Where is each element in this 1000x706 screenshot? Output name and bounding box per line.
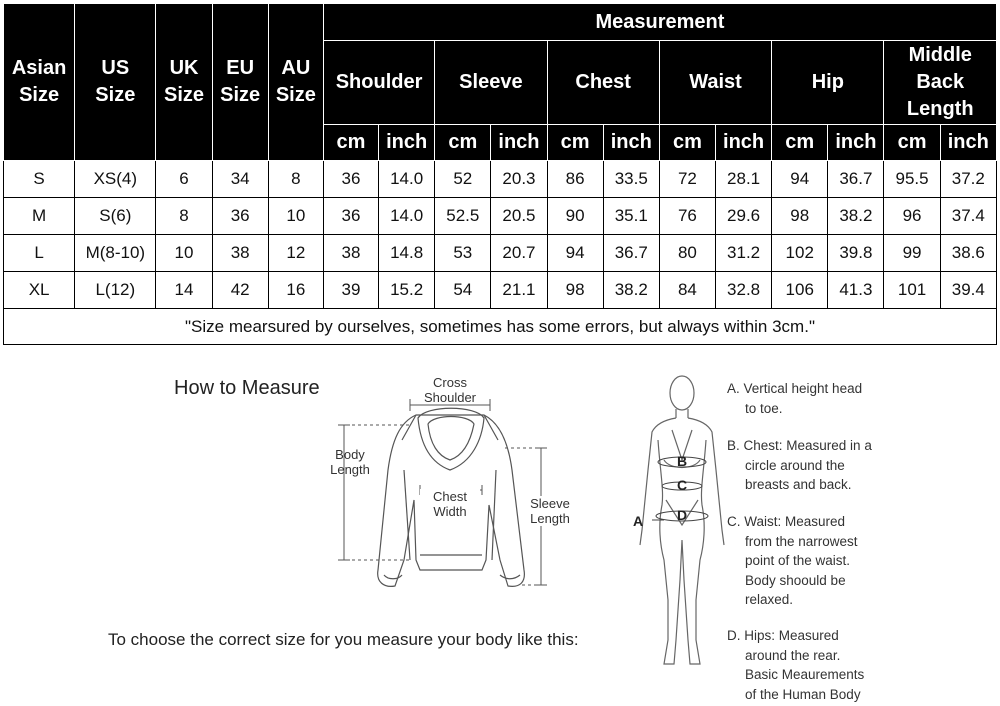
table-cell: 37.2: [940, 161, 996, 198]
header-asian-size: Asian Size: [4, 4, 75, 161]
table-cell: 14: [156, 272, 212, 309]
table-cell: 29.6: [716, 198, 772, 235]
table-cell: 54: [435, 272, 491, 309]
legend-b: B. Chest: Measured in a circle around the breasts and back.: [727, 438, 872, 492]
unit-inch: inch: [603, 125, 659, 161]
unit-cm: cm: [772, 125, 828, 161]
table-cell: 36.7: [828, 161, 884, 198]
table-cell: 36.7: [603, 235, 659, 272]
header-measurement: Measurement: [323, 4, 996, 41]
table-cell: 102: [772, 235, 828, 272]
table-cell: 20.7: [491, 235, 547, 272]
unit-cm: cm: [435, 125, 491, 161]
table-cell: 90: [547, 198, 603, 235]
table-cell: 96: [884, 198, 940, 235]
table-cell: 14.8: [379, 235, 435, 272]
table-cell: 36: [323, 161, 378, 198]
header-uk-size: UK Size: [156, 4, 212, 161]
table-cell: 101: [884, 272, 940, 309]
header-sleeve: Sleeve: [435, 41, 547, 125]
table-cell: 12: [268, 235, 323, 272]
table-cell: 42: [212, 272, 268, 309]
table-cell: 38: [212, 235, 268, 272]
header-chest: Chest: [547, 41, 659, 125]
table-cell: 99: [884, 235, 940, 272]
marker-d: D: [677, 507, 688, 523]
table-cell: 20.3: [491, 161, 547, 198]
marker-a: A: [633, 513, 644, 529]
table-cell: 14.0: [379, 198, 435, 235]
unit-cm: cm: [547, 125, 603, 161]
unit-inch: inch: [828, 125, 884, 161]
header-waist: Waist: [659, 41, 771, 125]
choose-size-instruction: To choose the correct size for you measure your body like this:: [108, 630, 579, 649]
table-cell: 98: [772, 198, 828, 235]
legend-c: C. Waist: Measured from the narrowest point of the waist. Body shoould be relaxed.: [727, 514, 858, 607]
table-cell: 86: [547, 161, 603, 198]
table-cell: 34: [212, 161, 268, 198]
table-cell: XL: [4, 272, 75, 309]
table-cell: 39.4: [940, 272, 996, 309]
table-cell: 38.2: [603, 272, 659, 309]
table-cell: 76: [659, 198, 715, 235]
unit-inch: inch: [491, 125, 547, 161]
table-cell: 80: [659, 235, 715, 272]
table-cell: 53: [435, 235, 491, 272]
table-cell: 95.5: [884, 161, 940, 198]
table-cell: 10: [268, 198, 323, 235]
table-cell: XS(4): [75, 161, 156, 198]
unit-cm: cm: [323, 125, 378, 161]
table-cell: 38: [323, 235, 378, 272]
unit-cm: cm: [884, 125, 940, 161]
table-cell: 21.1: [491, 272, 547, 309]
unit-cm: cm: [659, 125, 715, 161]
table-cell: M: [4, 198, 75, 235]
header-eu-size: EU Size: [212, 4, 268, 161]
table-cell: 32.8: [716, 272, 772, 309]
table-cell: 6: [156, 161, 212, 198]
table-cell: 16: [268, 272, 323, 309]
table-cell: 31.2: [716, 235, 772, 272]
unit-inch: inch: [716, 125, 772, 161]
unit-inch: inch: [379, 125, 435, 161]
table-cell: L(12): [75, 272, 156, 309]
table-cell: 72: [659, 161, 715, 198]
legend-a: A. Vertical height head to toe.: [727, 381, 863, 416]
header-shoulder: Shoulder: [323, 41, 434, 125]
size-note: "Size mearsured by ourselves, sometimes has some errors, but always within 3cm.": [4, 309, 997, 345]
table-cell: 33.5: [603, 161, 659, 198]
table-cell: 36: [323, 198, 378, 235]
table-cell: 106: [772, 272, 828, 309]
table-cell: 39: [323, 272, 378, 309]
table-cell: 35.1: [603, 198, 659, 235]
table-cell: 14.0: [379, 161, 435, 198]
table-cell: 8: [268, 161, 323, 198]
table-cell: 94: [772, 161, 828, 198]
table-cell: 20.5: [491, 198, 547, 235]
table-cell: L: [4, 235, 75, 272]
label-chest-width: Chest Width: [420, 489, 480, 519]
table-cell: 52.5: [435, 198, 491, 235]
label-sleeve-length: Sleeve Length: [520, 496, 580, 526]
marker-b: B: [677, 453, 688, 469]
table-cell: M(8-10): [75, 235, 156, 272]
legend-d: D. Hips: Measured around the rear. Basic Meaurements of the Human Body: [727, 628, 865, 702]
table-cell: 28.1: [716, 161, 772, 198]
how-to-measure-title: How to Measure: [174, 377, 320, 399]
label-body-length: Body Length: [330, 447, 370, 477]
table-cell: 94: [547, 235, 603, 272]
table-cell: 39.8: [828, 235, 884, 272]
header-hip: Hip: [772, 41, 884, 125]
header-us-size: US Size: [75, 4, 156, 161]
table-cell: 36: [212, 198, 268, 235]
table-cell: 38.2: [828, 198, 884, 235]
table-cell: 38.6: [940, 235, 996, 272]
unit-inch: inch: [940, 125, 996, 161]
table-cell: 84: [659, 272, 715, 309]
table-cell: 98: [547, 272, 603, 309]
table-cell: S(6): [75, 198, 156, 235]
table-cell: 52: [435, 161, 491, 198]
label-cross-shoulder: Cross Shoulder: [423, 375, 477, 405]
table-cell: 41.3: [828, 272, 884, 309]
table-cell: 37.4: [940, 198, 996, 235]
table-cell: 8: [156, 198, 212, 235]
header-middle-back-length: Middle Back Length: [884, 41, 997, 125]
table-cell: 10: [156, 235, 212, 272]
table-cell: 15.2: [379, 272, 435, 309]
header-au-size: AU Size: [268, 4, 323, 161]
table-cell: S: [4, 161, 75, 198]
marker-c: C: [677, 477, 688, 493]
